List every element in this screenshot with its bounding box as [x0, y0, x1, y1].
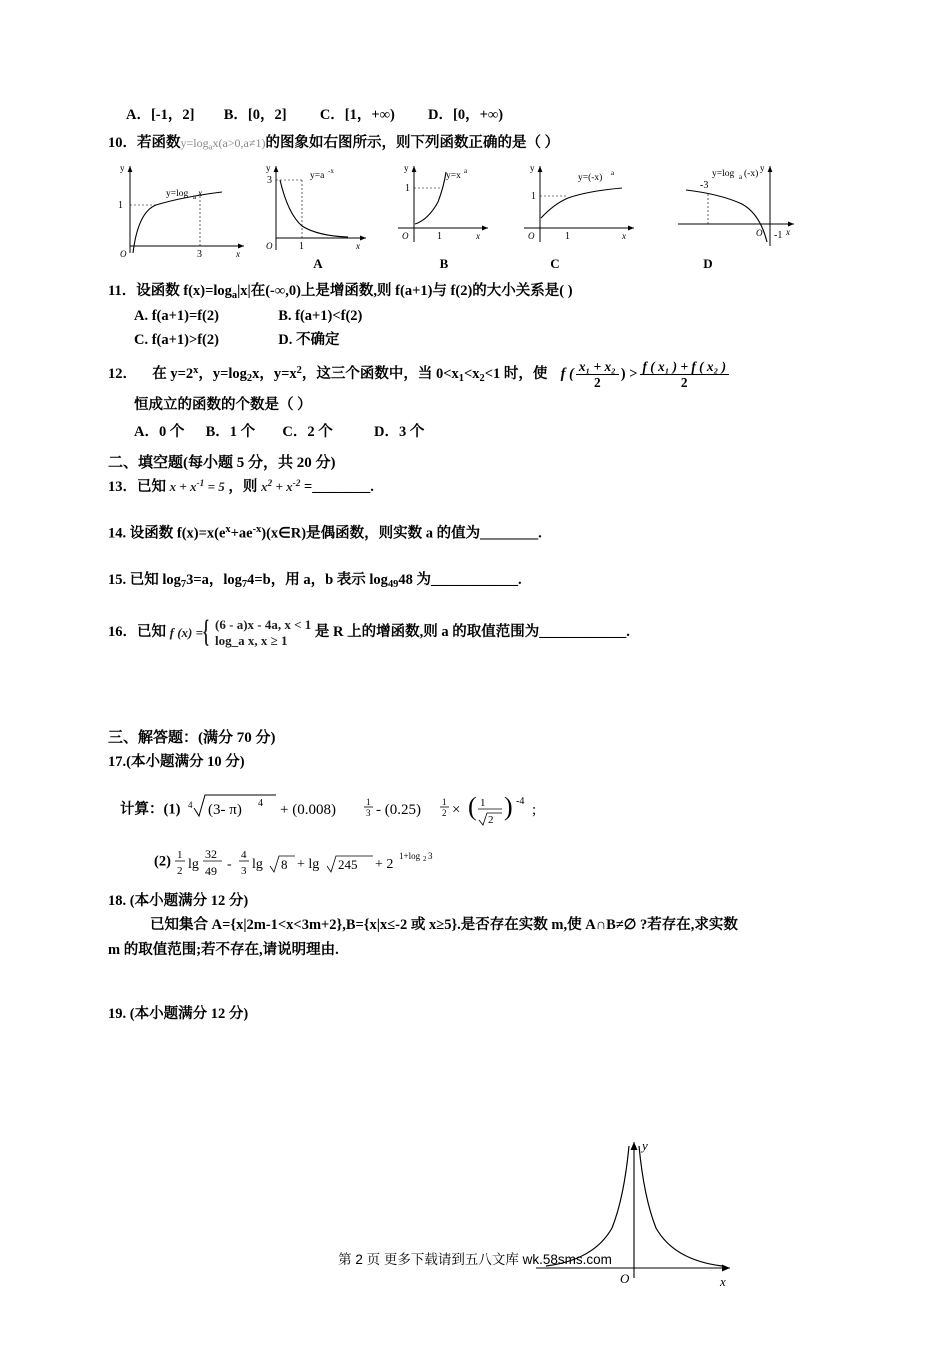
- q12-ineq-left-den: 2: [576, 374, 619, 390]
- q13-label: 已知: [137, 478, 166, 495]
- q13-number: 13．: [108, 478, 137, 495]
- svg-text:x: x: [786, 227, 790, 238]
- svg-text:y=a: y=a: [310, 171, 325, 182]
- svg-text:y: y: [760, 163, 765, 174]
- svg-text:3: 3: [197, 249, 202, 259]
- q11-stem: 设函数 f(x)=log: [136, 283, 232, 300]
- question-19-number: 19. (本小题满分 12 分): [108, 1006, 249, 1023]
- svg-text:O: O: [756, 228, 763, 239]
- page-footer: 第 2 页 更多下载请到五八文库 wk.58sms.com: [338, 1252, 612, 1267]
- svg-text:-: -: [226, 856, 232, 872]
- svg-text:1: 1: [565, 231, 570, 243]
- question-12-stem: [108, 359, 848, 391]
- q9-option-b: B．[0，2]: [223, 107, 287, 123]
- svg-text:2: 2: [422, 854, 427, 863]
- svg-text:4: 4: [240, 848, 247, 861]
- svg-text:O: O: [528, 231, 535, 242]
- q12-ineq-left-num: x₁ + x₂: [578, 358, 616, 374]
- svg-text:y: y: [120, 163, 125, 174]
- q15-text-3: 4=b，用 a，b 表示 log: [247, 572, 388, 589]
- svg-text:a: a: [739, 173, 743, 182]
- q12-stem-5: <x: [463, 365, 480, 382]
- svg-text:-3: -3: [700, 180, 709, 192]
- svg-text:y: y: [266, 163, 271, 174]
- svg-text:y: y: [404, 163, 409, 174]
- q10-graph-c: [510, 158, 660, 270]
- q11-stem-sub: a: [231, 290, 238, 302]
- svg-text:(-x): (-x): [744, 169, 759, 180]
- question-18-line-1: 已知集合 A={x|2m-1<x<3m+2},B={x|x≤-2 或 x≥5}.是否存在实数 m,使 A∩B≠∅ ?若存在,求实数: [150, 917, 738, 934]
- q12-sup-1: x: [193, 364, 199, 376]
- q10-graph-label-b: B: [439, 256, 449, 272]
- section-3-heading: 三、解答题：(满分 70 分): [108, 730, 276, 747]
- q12-sub-5: 2: [479, 372, 485, 384]
- svg-text:3: 3: [366, 807, 371, 818]
- svg-text:x: x: [622, 231, 626, 242]
- q12-stem-1: 在 y=2: [152, 365, 194, 382]
- question-18-line-2: m 的取值范围;若不存在,请说明理由.: [108, 941, 339, 958]
- q15-number: 15.: [108, 572, 127, 589]
- q16-piecewise: [203, 617, 311, 648]
- q10-graph-label-c: C: [550, 256, 560, 272]
- svg-text:1: 1: [437, 231, 442, 243]
- svg-text:O: O: [120, 249, 127, 259]
- svg-text:;: ;: [532, 801, 537, 818]
- svg-text:3: 3: [240, 864, 247, 877]
- q10-graph-a2: [258, 158, 378, 270]
- q12-sub-4: 1: [458, 372, 464, 384]
- svg-text:3: 3: [427, 850, 433, 861]
- q10-text-after: 的图象如右图所示，则下列函数正确的是（ ）: [265, 135, 560, 151]
- svg-text:8: 8: [280, 856, 288, 872]
- question-17-number: 17.(本小题满分 10 分): [108, 754, 245, 771]
- q15-sub-1: 7: [180, 579, 187, 590]
- q14-sup-1: x: [225, 524, 231, 536]
- q15-sub-2: 7: [241, 579, 248, 590]
- q11-number: 11．: [108, 283, 137, 300]
- page-content: [108, 100, 848, 1028]
- q12-sub-2: 2: [246, 372, 253, 384]
- q14-text-3: )(x∈R)是偶函数，则实数 a 的值为________.: [261, 525, 542, 542]
- q11-option-d: D. 不确定: [278, 331, 340, 348]
- svg-text:3: 3: [267, 175, 272, 187]
- question-11-stem: [108, 280, 848, 304]
- question-16: [108, 617, 848, 648]
- q10-graph-d: [664, 158, 824, 270]
- q9-option-c: C．[1，+∞): [319, 107, 395, 123]
- q16-case-1: { (6 - a)x - 4a, x < 1: [215, 617, 312, 633]
- fig19-x-label: x: [720, 1274, 726, 1289]
- svg-text:1: 1: [480, 796, 486, 809]
- question-19-figure: [516, 1128, 748, 1303]
- svg-text:- (0.25): - (0.25): [376, 801, 422, 818]
- svg-text:×: ×: [452, 801, 461, 818]
- q11-options-row-1: [108, 308, 848, 325]
- q12-option-d: D．3 个: [374, 423, 425, 440]
- svg-text:a: a: [464, 167, 468, 176]
- q13-equals: =________.: [304, 478, 374, 495]
- svg-text:y=log: y=log: [166, 189, 189, 200]
- q16-case-2: log_a x, x ≥ 1: [215, 632, 288, 648]
- question-17-part-1: [108, 788, 848, 832]
- svg-text:x: x: [198, 189, 203, 200]
- fig19-y-label: y: [642, 1138, 648, 1153]
- question-15: [108, 569, 848, 593]
- q10-number: 10．: [108, 135, 137, 151]
- svg-text:2: 2: [176, 864, 183, 877]
- svg-text:a: a: [611, 169, 615, 178]
- q10-formula: $y=\log_ax(a>0,a\ne 1)$: [180, 135, 266, 152]
- q9-option-d: D．[0，+∞): [428, 107, 504, 123]
- q11-option-c: C. f(a+1)>f(2): [134, 331, 219, 348]
- q17-part2-label: (2): [154, 853, 171, 870]
- q16-formula-fx: f (x) =: [169, 624, 204, 640]
- q10-graph-label-d: D: [703, 256, 713, 272]
- svg-text:2: 2: [442, 807, 447, 818]
- q14-text-2: +ae: [230, 525, 253, 542]
- svg-text:1: 1: [442, 796, 447, 807]
- svg-text:y=x: y=x: [446, 171, 461, 182]
- q12-stem-tail: 恒成立的函数的个数是（ ）: [134, 397, 312, 414]
- svg-text:4: 4: [188, 799, 193, 810]
- q12-option-c: C．2 个: [282, 423, 333, 440]
- q12-stem-3: x，y=x: [252, 365, 297, 382]
- svg-text:lg: lg: [187, 856, 199, 872]
- q14-sup-2: -x: [252, 524, 262, 536]
- svg-text:1: 1: [118, 200, 123, 212]
- svg-text:1: 1: [405, 183, 410, 195]
- svg-text:y: y: [530, 163, 535, 174]
- svg-text:32: 32: [204, 846, 217, 861]
- svg-text:(3- π): (3- π): [208, 801, 242, 818]
- question-18-number: 18. (本小题满分 12 分): [108, 892, 249, 909]
- svg-text:-x: -x: [328, 167, 334, 176]
- q14-text-1: 设函数 f(x)=x(e: [129, 525, 226, 542]
- q12-stem-2: ，y=log: [198, 365, 247, 382]
- svg-text:49: 49: [204, 863, 217, 878]
- svg-text:x: x: [476, 231, 480, 242]
- svg-text:y=log: y=log: [712, 169, 735, 180]
- q12-number: 12．: [108, 365, 137, 382]
- q17-part2-formula: [175, 842, 505, 882]
- q12-ineq-right-num: f ( x₁ ) + f ( x₂ ): [642, 358, 727, 374]
- q14-number: 14.: [108, 525, 127, 542]
- q16-number: 16．: [108, 624, 137, 641]
- q13-equation-2: $x^2 + x^{-2}$: [261, 479, 301, 495]
- question-14: [108, 522, 848, 545]
- q15-text-2: 3=a，log: [186, 572, 242, 589]
- q10-graph-label-a: A: [313, 256, 323, 272]
- q11-stem-rest: |x|在(-∞,0)上是增函数,则 f(a+1)与 f(2)的大小关系是( ): [237, 283, 573, 300]
- q10-graph-strip: [108, 158, 848, 270]
- q10-graph-b: [384, 158, 504, 270]
- q12-stem-6: <1 时，使: [484, 365, 548, 382]
- q10-text-before: 若函数: [137, 135, 181, 151]
- svg-text:-4: -4: [516, 795, 525, 807]
- svg-text:+ 2: + 2: [374, 856, 393, 872]
- q9-options-row: [108, 103, 848, 124]
- svg-text:+ lg: + lg: [296, 856, 319, 872]
- q12-ineq-right-fraction: [640, 359, 730, 391]
- q12-ineq-right-den: 2: [640, 374, 730, 390]
- svg-text:1: 1: [176, 848, 183, 861]
- svg-text:1+log: 1+log: [398, 850, 420, 861]
- q12-stem-4: ，这三个函数中，当 0<x: [301, 365, 459, 382]
- svg-text:x: x: [356, 241, 360, 252]
- q15-text-4: 48 为____________.: [398, 572, 522, 589]
- section-2-heading: 二、填空题(每小题 5 分，共 20 分): [108, 454, 336, 471]
- q9-option-a: A．[-1，2]: [126, 107, 195, 123]
- svg-text:x: x: [236, 249, 240, 259]
- q12-option-a: A．0 个: [134, 423, 185, 440]
- svg-text:O: O: [266, 241, 273, 252]
- q15-sub-3: 49: [387, 579, 399, 590]
- q12-ineq-left-fraction: [576, 359, 619, 391]
- svg-text:1: 1: [299, 241, 304, 253]
- svg-text:4: 4: [258, 797, 264, 809]
- svg-text:1: 1: [531, 191, 536, 203]
- q12-sup-3: 2: [296, 364, 302, 376]
- svg-text:O: O: [402, 231, 409, 242]
- svg-text:1: 1: [366, 796, 371, 807]
- svg-text:a: a: [193, 193, 197, 202]
- svg-text:): ): [504, 791, 513, 821]
- question-17-part-2: [108, 842, 848, 882]
- q17-part1-formula: [184, 788, 544, 832]
- q11-option-b: B. f(a+1)<f(2): [278, 307, 363, 324]
- q17-part1-label: 计算：(1): [120, 801, 181, 818]
- q13-mid: ，则: [228, 478, 258, 495]
- q15-text-1: 已知 log: [129, 572, 181, 589]
- q10-graph-a1: [112, 158, 252, 270]
- question-13: [108, 476, 848, 498]
- svg-text:lg: lg: [251, 856, 263, 872]
- svg-text:+ (0.008): + (0.008): [280, 801, 336, 818]
- q11-option-a: A. f(a+1)=f(2): [134, 307, 219, 324]
- svg-text:(: (: [468, 791, 477, 821]
- svg-text:2: 2: [488, 813, 494, 826]
- q13-equation-1: $x + x^{-1} = 5$: [169, 479, 225, 495]
- question-10-stem: [108, 132, 848, 154]
- q12-option-b: B．1 个: [205, 423, 256, 440]
- fig19-origin-label: O: [620, 1271, 630, 1286]
- q12-ineq-left-outer: f (: [560, 365, 574, 382]
- q12-ineq-mid: ) >: [620, 365, 638, 382]
- q16-text-1: 已知: [137, 624, 166, 641]
- q12-options-row: [108, 420, 848, 441]
- q11-options-row-2: [108, 328, 848, 349]
- svg-text:-1: -1: [774, 230, 783, 242]
- q16-text-2: 是 R 上的增函数,则 a 的取值范围为____________.: [314, 624, 630, 641]
- svg-text:245: 245: [337, 856, 358, 872]
- svg-text:y=(-x): y=(-x): [578, 173, 603, 184]
